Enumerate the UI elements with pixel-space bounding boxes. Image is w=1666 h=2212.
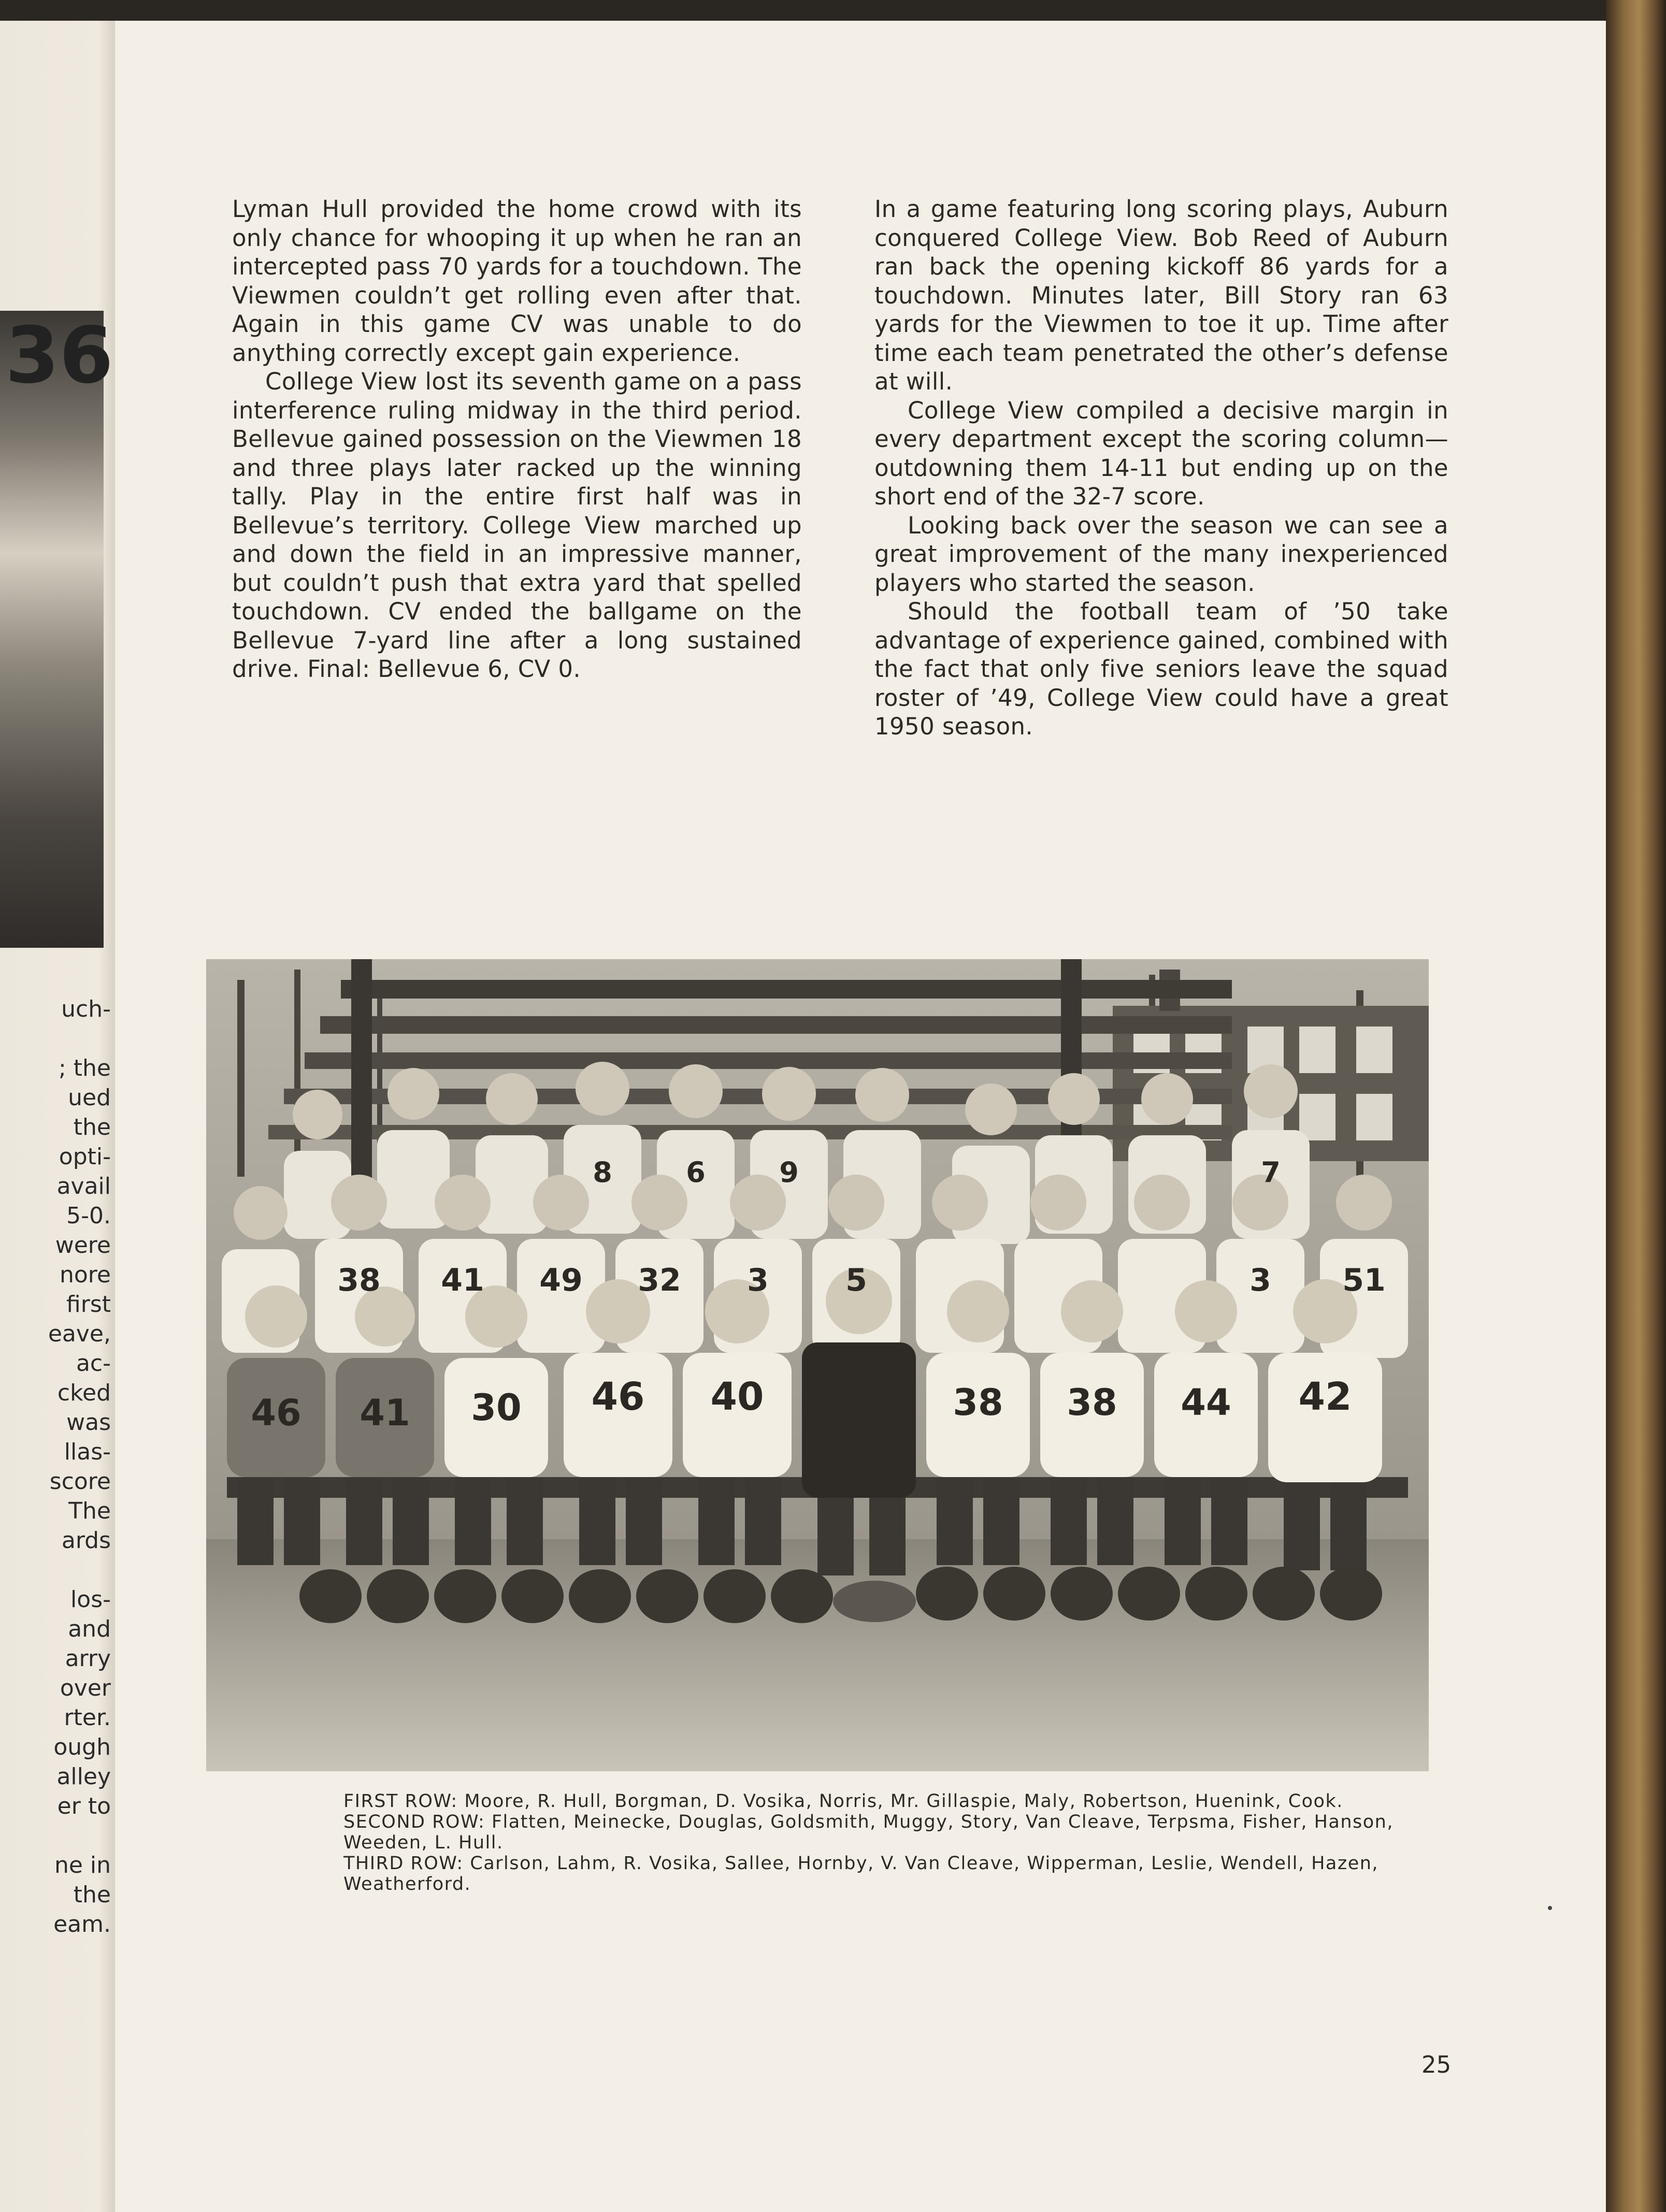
jersey-number: 38	[337, 1262, 381, 1298]
jersey-number: 6	[686, 1156, 706, 1189]
book-binding	[1606, 0, 1666, 2212]
right-paragraph-4: Should the football team of ’50 take advantage of experience gained, combined with the fact that only five seniors leave the squad roster of ’49, College View could have a great 1950 season.	[874, 598, 1448, 740]
jersey-number: 41	[360, 1392, 410, 1434]
caption-third-row: THIRD ROW: Carlson, Lahm, R. Vosika, Sallee, Hornby, V. Van Cleave, Wipperman, Leslie, Wendell, Hazen, Weatherford.	[343, 1853, 1379, 1895]
jersey-number: 7	[1261, 1156, 1281, 1189]
right-paragraph-3: Looking back over the season we can see a great improvement of the many inexperienced players who started the season.	[874, 511, 1448, 597]
jersey-number: 51	[1342, 1262, 1386, 1298]
right-paragraph-1: In a game featuring long scoring plays, Auburn conquered College View. Bob Reed of Auburn ran back the opening kickoff 86 yards for a touchdown. Minutes later, Bill Story ran 63 yards for the Viewmen to toe it up. Time after time each team penetrated the other’s defense at will.	[874, 195, 1448, 395]
jersey-number: 32	[638, 1262, 681, 1298]
caption-first-row: FIRST ROW: Moore, R. Hull, Borgman, D. Vosika, Norris, Mr. Gillaspie, Maly, Robertson, Huenink, Cook.	[343, 1791, 1343, 1812]
jersey-number: 9	[779, 1156, 799, 1189]
right-paragraph-2: College View compiled a decisive margin in every department except the scoring column—outdowning them 14-11 but ending up on the short end of the 32-7 score.	[874, 396, 1448, 510]
photo-caption	[343, 1791, 1442, 1895]
previous-page-edge	[0, 21, 115, 2212]
jersey-number: 41	[441, 1262, 484, 1298]
jersey-number: 46	[591, 1375, 645, 1419]
right-text-column	[874, 195, 1448, 741]
jersey-number: 3	[747, 1262, 769, 1298]
ink-speck	[1548, 1906, 1552, 1910]
caption-second-row: SECOND ROW: Flatten, Meinecke, Douglas, Goldsmith, Muggy, Story, Van Cleave, Terpsma, Fisher, Hanson, Weeden, L. Hull.	[343, 1812, 1394, 1853]
jersey-number: 44	[1181, 1381, 1231, 1424]
previous-page-text-fragments: uch- ; the ued the opti- avail 5-0. were nore first eave, ac- cked was llas- score The ards los- and arry over rter. ough alley er to ne in the eam.	[48, 996, 111, 1938]
left-text-column	[232, 195, 802, 684]
previous-page-jersey-number: 36	[5, 311, 113, 401]
jersey-number: 3	[1250, 1262, 1271, 1298]
previous-page-photo	[0, 311, 104, 948]
team-photo	[206, 959, 1429, 1771]
left-paragraph-2: College View lost its seventh game on a pass interference ruling midway in the third period. Bellevue gained possession on the Viewmen 18 and three plays later racked up the winning tally. Play in the entire first half was in Bellevue’s territory. College View marched up and down the field in an impressive manner, but couldn’t push that extra yard that spelled touchdown. CV ended the ballgame on the Bellevue 7-yard line after a long sustained drive. Final: Bellevue 6, CV 0.	[232, 368, 802, 683]
jersey-number: 5	[845, 1262, 867, 1298]
jersey-number: 30	[471, 1386, 522, 1429]
jersey-number: 8	[593, 1156, 612, 1189]
jersey-number: 38	[953, 1381, 1003, 1424]
jersey-number: 42	[1298, 1375, 1352, 1419]
page-number: 25	[1421, 2051, 1452, 2078]
left-paragraph-1: Lyman Hull provided the home crowd with its only chance for whooping it up when he ran an intercepted pass 70 yards for a touchdown. The Viewmen couldn’t get rolling even after that. Again in this game CV was unable to do anything correctly except gain experience.	[232, 195, 802, 367]
jersey-number: 38	[1067, 1381, 1117, 1424]
yearbook-page	[0, 21, 1606, 2212]
jersey-number: 40	[710, 1375, 764, 1419]
jersey-number: 46	[251, 1392, 301, 1434]
team-photo-illustration	[206, 959, 1429, 1771]
jersey-number: 49	[539, 1262, 583, 1298]
